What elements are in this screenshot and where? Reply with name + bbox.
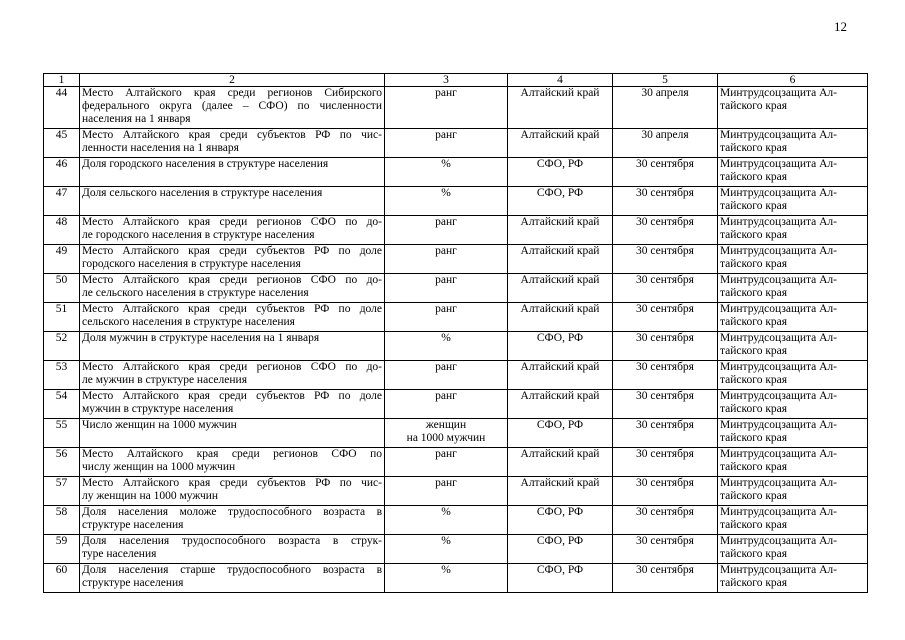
row-number: 54 [44,390,80,419]
responsible-org-cell [718,216,868,245]
indicator-name-cell [80,245,385,274]
responsible-org-line: Минтрудсоцзащита Ал- [720,419,837,431]
unit-line: женщин [425,419,467,431]
responsible-org-cell [718,477,868,506]
table-row [44,390,868,419]
row-number: 44 [44,87,80,129]
unit-cell: ранг [385,303,508,332]
responsible-org-line: тайского края [720,548,788,560]
indicator-name-cell [80,535,385,564]
date-cell: 30 сентября [613,477,718,506]
responsible-org-cell [718,303,868,332]
responsible-org-line: Минтрудсоцзащита Ал- [720,245,837,257]
date-cell: 30 апреля [613,87,718,129]
column-header: 4 [508,74,613,87]
unit-cell: % [385,564,508,593]
table-row [44,332,868,361]
responsible-org-line: Минтрудсоцзащита Ал- [720,535,837,547]
table-row [44,419,868,448]
indicator-name-line: мужчин в структуре населения [82,403,234,415]
unit-line: на 1000 мужчин [406,432,486,444]
responsible-org-cell [718,187,868,216]
indicator-name-cell [80,477,385,506]
table-row [44,361,868,390]
row-number: 56 [44,448,80,477]
unit-cell: ранг [385,245,508,274]
indicator-name-line: Доля мужчин в структуре населения на 1 января [82,332,320,344]
column-header: 5 [613,74,718,87]
indicators-table [43,73,868,593]
date-cell: 30 сентября [613,216,718,245]
responsible-org-cell [718,506,868,535]
indicator-name-cell [80,187,385,216]
row-number: 51 [44,303,80,332]
indicator-name-line: Место Алтайского края среди субъектов РФ по чис- [82,129,382,141]
indicator-name-cell [80,390,385,419]
indicator-name-cell [80,216,385,245]
responsible-org-cell [718,390,868,419]
unit-cell: ранг [385,361,508,390]
indicator-name-line: числу женщин на 1000 мужчин [82,461,236,473]
indicator-name-line: Место Алтайского края среди регионов СФО по [82,448,382,460]
row-number: 50 [44,274,80,303]
indicator-name-line: Доля населения старше трудоспособного возраста в [82,564,382,576]
table-row [44,187,868,216]
responsible-org-line: тайского края [720,258,788,270]
responsible-org-cell [718,245,868,274]
region-cell: Алтайский край [508,245,613,274]
responsible-org-line: Минтрудсоцзащита Ал- [720,332,837,344]
responsible-org-line: Минтрудсоцзащита Ал- [720,506,837,518]
table-row [44,303,868,332]
responsible-org-cell [718,87,868,129]
indicator-name-line: Место Алтайского края среди регионов СФО по до- [82,274,382,286]
table-row [44,506,868,535]
indicator-name-line: Место Алтайского края среди субъектов РФ по чис- [82,477,382,489]
responsible-org-line: тайского края [720,345,788,357]
unit-cell: ранг [385,477,508,506]
responsible-org-cell [718,274,868,303]
responsible-org-line: Минтрудсоцзащита Ал- [720,390,837,402]
unit-cell: ранг [385,87,508,129]
column-header: 2 [80,74,385,87]
region-cell: СФО, РФ [508,564,613,593]
indicator-name-line: туре населения [82,548,157,560]
row-number: 45 [44,129,80,158]
indicator-name-line: структуре населения [82,519,184,531]
indicator-name-line: Доля населения трудоспособного возраста в струк- [82,535,382,547]
unit-cell: % [385,535,508,564]
indicator-name-line: сельского населения в структуре населения [82,316,295,328]
indicator-name-cell [80,158,385,187]
unit-cell: % [385,158,508,187]
region-cell: Алтайский край [508,361,613,390]
indicator-name-line: Место Алтайского края среди субъектов РФ по доле [82,390,382,402]
unit-cell: ранг [385,274,508,303]
responsible-org-line: тайского края [720,461,788,473]
region-cell: СФО, РФ [508,332,613,361]
table-header-row [44,74,868,87]
date-cell: 30 сентября [613,158,718,187]
unit-cell: % [385,332,508,361]
region-cell: СФО, РФ [508,187,613,216]
unit-cell [385,419,508,448]
unit-cell: % [385,506,508,535]
indicator-name-line: Место Алтайского края среди субъектов РФ по доле [82,245,382,257]
indicator-name-cell [80,564,385,593]
column-header: 6 [718,74,868,87]
date-cell: 30 сентября [613,274,718,303]
table-row [44,216,868,245]
region-cell: Алтайский край [508,87,613,129]
date-cell: 30 сентября [613,535,718,564]
region-cell: СФО, РФ [508,158,613,187]
responsible-org-line: тайского края [720,577,788,589]
responsible-org-line: Минтрудсоцзащита Ал- [720,477,837,489]
indicator-name-line: Доля городского населения в структуре населения [82,158,329,170]
row-number: 49 [44,245,80,274]
responsible-org-line: Минтрудсоцзащита Ал- [720,564,837,576]
indicator-name-line: Место Алтайского края среди субъектов РФ по доле [82,303,382,315]
indicator-name-cell [80,303,385,332]
responsible-org-line: Минтрудсоцзащита Ал- [720,158,837,170]
responsible-org-line: Минтрудсоцзащита Ал- [720,448,837,460]
responsible-org-cell [718,564,868,593]
indicator-name-cell [80,361,385,390]
responsible-org-cell [718,419,868,448]
date-cell: 30 сентября [613,332,718,361]
table-row [44,535,868,564]
table-row [44,129,868,158]
table-row [44,87,868,129]
indicator-name-cell [80,274,385,303]
responsible-org-cell [718,158,868,187]
responsible-org-line: тайского края [720,432,788,444]
indicator-name-line: ле сельского населения в структуре населения [82,287,309,299]
unit-cell: ранг [385,390,508,419]
responsible-org-line: тайского края [720,490,788,502]
indicator-name-cell [80,87,385,129]
responsible-org-line: тайского края [720,229,788,241]
date-cell: 30 сентября [613,361,718,390]
row-number: 46 [44,158,80,187]
region-cell: СФО, РФ [508,419,613,448]
date-cell: 30 сентября [613,245,718,274]
region-cell: СФО, РФ [508,506,613,535]
unit-cell: ранг [385,216,508,245]
responsible-org-line: Минтрудсоцзащита Ал- [720,216,837,228]
indicator-name-cell [80,332,385,361]
column-header: 1 [44,74,80,87]
responsible-org-line: тайского края [720,100,788,112]
row-number: 47 [44,187,80,216]
indicator-name-cell [80,506,385,535]
indicator-name-line: городского населения в структуре населения [82,258,301,270]
row-number: 58 [44,506,80,535]
responsible-org-line: тайского края [720,403,788,415]
indicator-name-line: Доля сельского населения в структуре населения [82,187,323,199]
unit-cell: % [385,187,508,216]
indicator-name-line: Место Алтайского края среди регионов СФО по до- [82,216,382,228]
region-cell: СФО, РФ [508,535,613,564]
indicator-name-line: Место Алтайского края среди регионов Сибирского [82,87,382,99]
indicator-name-line: ленности населения на 1 января [82,142,239,154]
responsible-org-line: тайского края [720,200,788,212]
table-row [44,477,868,506]
region-cell: Алтайский край [508,390,613,419]
indicator-name-line: Число женщин на 1000 мужчин [82,419,237,431]
date-cell: 30 сентября [613,390,718,419]
indicator-name-line: структуре населения [82,577,184,589]
responsible-org-cell [718,535,868,564]
row-number: 59 [44,535,80,564]
responsible-org-line: Минтрудсоцзащита Ал- [720,129,837,141]
indicator-name-line: федерального округа (далее – СФО) по численности [82,100,382,112]
responsible-org-line: Минтрудсоцзащита Ал- [720,87,837,99]
date-cell: 30 сентября [613,448,718,477]
region-cell: Алтайский край [508,303,613,332]
table-row [44,564,868,593]
date-cell: 30 сентября [613,506,718,535]
date-cell: 30 сентября [613,303,718,332]
responsible-org-line: тайского края [720,519,788,531]
date-cell: 30 сентября [613,187,718,216]
responsible-org-line: Минтрудсоцзащита Ал- [720,274,837,286]
table-row [44,245,868,274]
responsible-org-line: Минтрудсоцзащита Ал- [720,361,837,373]
responsible-org-cell [718,129,868,158]
indicator-name-line: лу женщин на 1000 мужчин [82,490,219,502]
responsible-org-line: тайского края [720,316,788,328]
table-row [44,158,868,187]
responsible-org-line: тайского края [720,374,788,386]
date-cell: 30 апреля [613,129,718,158]
date-cell: 30 сентября [613,564,718,593]
row-number: 57 [44,477,80,506]
unit-cell: ранг [385,448,508,477]
indicator-name-line: ле городского населения в структуре населения [82,229,315,241]
responsible-org-line: Минтрудсоцзащита Ал- [720,303,837,315]
indicator-name-line: ле мужчин в структуре населения [82,374,247,386]
indicator-name-cell [80,448,385,477]
region-cell: Алтайский край [508,129,613,158]
responsible-org-cell [718,448,868,477]
indicator-name-cell [80,129,385,158]
responsible-org-line: тайского края [720,171,788,183]
responsible-org-cell [718,332,868,361]
unit-cell: ранг [385,129,508,158]
responsible-org-line: тайского края [720,287,788,299]
responsible-org-line: тайского края [720,142,788,154]
row-number: 52 [44,332,80,361]
column-header: 3 [385,74,508,87]
responsible-org-line: Минтрудсоцзащита Ал- [720,187,837,199]
indicator-name-line: Место Алтайского края среди регионов СФО по до- [82,361,382,373]
indicator-name-line: Доля населения моложе трудоспособного возраста в [82,506,382,518]
region-cell: Алтайский край [508,274,613,303]
table-body [44,87,868,593]
indicator-name-line: населения на 1 января [82,113,191,125]
indicator-name-cell [80,419,385,448]
region-cell: Алтайский край [508,477,613,506]
table-row [44,448,868,477]
table-row [44,274,868,303]
responsible-org-cell [718,361,868,390]
region-cell: Алтайский край [508,216,613,245]
row-number: 60 [44,564,80,593]
date-cell: 30 сентября [613,419,718,448]
page-number: 12 [834,19,847,34]
row-number: 48 [44,216,80,245]
row-number: 53 [44,361,80,390]
row-number: 55 [44,419,80,448]
region-cell: Алтайский край [508,448,613,477]
